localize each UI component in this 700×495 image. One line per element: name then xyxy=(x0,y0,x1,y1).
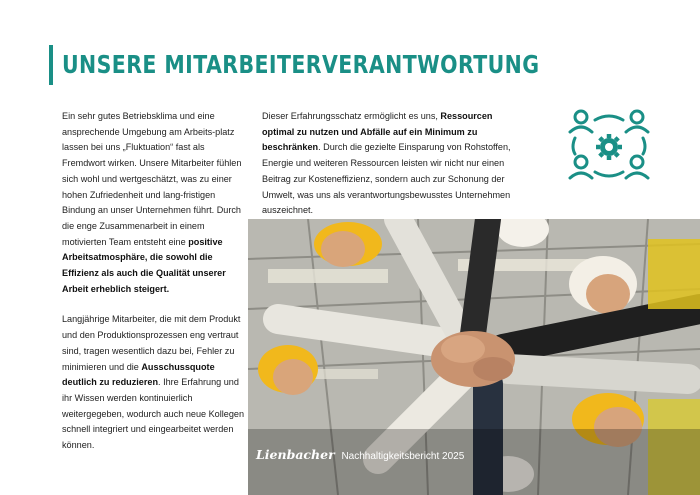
page-title: UNSERE MITARBEITERVERANTWORTUNG xyxy=(62,50,540,79)
title-accent-bar xyxy=(49,45,53,85)
left-paragraph-1 xyxy=(62,109,244,297)
right-paragraph-1-highlight: Ressourcen optimal zu nutzen und Abfälle auf ein Minimum zu beschränken xyxy=(262,111,493,153)
left-paragraph-1-highlight: positive Arbeitsatmosphäre, die sowohl die Effizienz als auch die Qualität unserer Arbeit erheblich steigert. xyxy=(62,236,226,294)
footer xyxy=(256,447,464,462)
team-collaboration-gear-icon xyxy=(565,106,655,186)
left-text-column xyxy=(62,109,244,469)
right-text-column xyxy=(262,109,514,219)
right-paragraph-1 xyxy=(262,109,514,219)
left-paragraph-2-text: Langjährige Mitarbeiter, die mit dem Produkt und den Produktionsprozessen eng vertraut sind, tragen wesentlich dazu bei, Fehler zu minimieren und die xyxy=(62,314,241,372)
right-paragraph-1-text: Dieser Erfahrungsschatz ermöglicht es uns, xyxy=(262,111,441,121)
left-paragraph-2-highlight: Ausschussquote deutlich zu reduzieren xyxy=(62,361,215,388)
left-paragraph-2-text-end: . Ihre Erfahrung und ihr Wissen werden kontinuierlich weitergegeben, wodurch auch neue Kollegen schnell integriert und eingearbeitet werden können. xyxy=(62,377,245,451)
left-paragraph-2 xyxy=(62,312,244,453)
right-paragraph-1-text-end: . Durch die gezielte Einsparung von Rohstoffen, Energie und weiteren Ressourcen leisten wir nicht nur einen Beitrag zur Kosteneffizienz, sondern auch zur Schonung der Umwelt, was uns als verantwortungsbewusstes Unternehmen auszeichnet. xyxy=(262,142,511,216)
left-paragraph-1-text: Ein sehr gutes Betriebsklima und eine ansprechende Umgebung am Arbeits-platz lassen bei uns „Fluktuation“ fast als Fremdwort wirken. Unsere Mitarbeiter fühlen sich wohl und wertgeschätzt, was zu einer hohen Zufriedenheit und lang-fristigen Bindung an unser Unternehmen führt. Durch die enge Zusammenarbeit in einem motivierten Team entsteht eine xyxy=(62,111,242,247)
report-label: Nachhaltigkeitsbericht 2025 xyxy=(341,451,465,462)
brand-logo-text: Lienbacher xyxy=(256,447,335,462)
